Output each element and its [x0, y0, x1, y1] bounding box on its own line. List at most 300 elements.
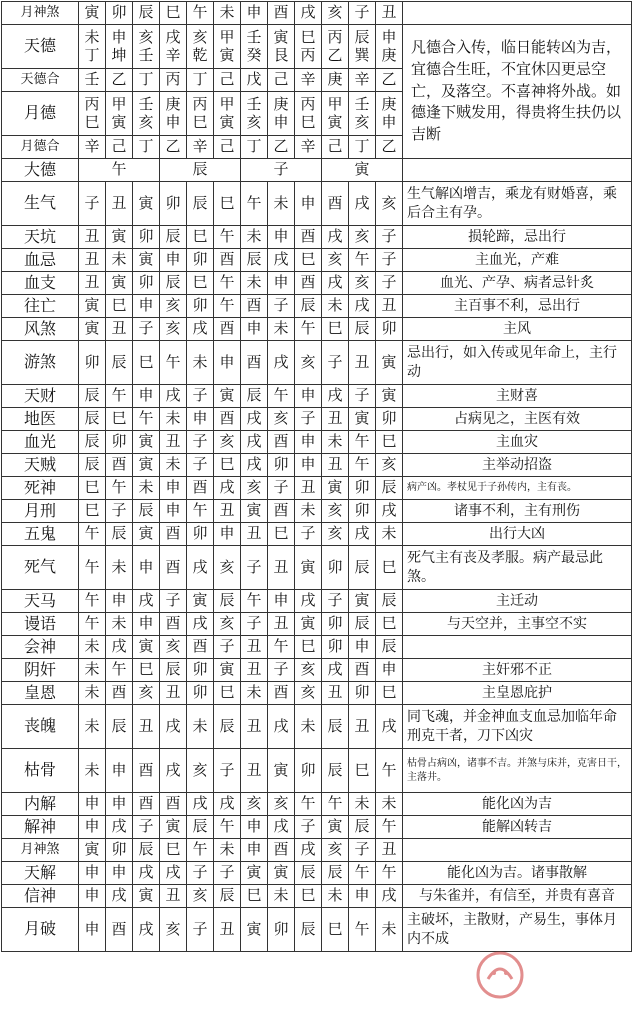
description-cell: 出行大凶 — [403, 523, 632, 546]
table-row — [2, 318, 632, 341]
branch-top: 庚 — [381, 95, 397, 114]
branch-cell: 辰 — [376, 636, 403, 659]
branch-cell: 巳 — [295, 636, 322, 659]
branch-cell: 子 — [214, 749, 241, 793]
branch-cell: 戌 — [295, 839, 322, 862]
branch-top: 壬 — [246, 95, 262, 114]
branch-cell: 卯 — [349, 477, 376, 500]
branch-cell: 丁 — [349, 136, 376, 159]
branch-cell: 酉 — [295, 226, 322, 249]
branch-cell: 戌 — [322, 272, 349, 295]
branch-cell: 辛 — [349, 69, 376, 92]
table-row — [2, 885, 632, 908]
branch-cell: 子 — [187, 862, 214, 885]
branch-cell: 辰 — [79, 454, 106, 477]
branch-cell: 巳 — [160, 839, 187, 862]
branch-top: 壬 — [246, 28, 262, 47]
branch-bottom: 寅 — [111, 112, 127, 131]
branch-cell: 申 — [268, 272, 295, 295]
branch-cell: 戌 — [268, 341, 295, 385]
branch-cell: 亥 — [214, 431, 241, 454]
branch-cell: 辰 — [241, 385, 268, 408]
branch-cell: 酉 — [133, 793, 160, 816]
row-name: 天德 — [2, 25, 79, 69]
branch-cell: 午 — [214, 272, 241, 295]
branch-cell: 丁 — [133, 69, 160, 92]
branch-bottom: 丙 — [300, 45, 316, 64]
branch-cell: 辰 — [349, 318, 376, 341]
shensha-table — [1, 1, 632, 952]
branch-cell: 亥 — [376, 454, 403, 477]
branch-cell: 酉 — [160, 546, 187, 590]
row-name: 死神 — [2, 477, 79, 500]
branch-cell: 卯 — [376, 318, 403, 341]
branch-cell: 子 — [295, 816, 322, 839]
branch-cell: 申 — [349, 636, 376, 659]
branch-cell: 申 — [241, 839, 268, 862]
branch-cell: 丑 — [241, 636, 268, 659]
branch-cell: 亥 — [187, 885, 214, 908]
branch-cell: 午 — [349, 249, 376, 272]
branch-cell — [295, 25, 322, 69]
branch-cell: 戌 — [214, 477, 241, 500]
branch-cell: 午 — [376, 749, 403, 793]
branch-cell: 辰 — [133, 839, 160, 862]
branch-cell: 午 — [79, 590, 106, 613]
branch-cell: 巳 — [349, 749, 376, 793]
branch-cell: 未 — [79, 749, 106, 793]
branch-cell: 亥 — [241, 793, 268, 816]
branch-bottom: 艮 — [273, 45, 289, 64]
branch-cell: 辰 — [322, 862, 349, 885]
branch-cell — [160, 25, 187, 69]
branch-cell: 未 — [187, 705, 214, 749]
description-cell: 同飞魂，并金神血支血忌加临年命刑克干者，刀下凶灾 — [403, 705, 632, 749]
branch-cell: 申 — [106, 749, 133, 793]
branch-cell: 申 — [160, 249, 187, 272]
branch-bottom: 辛 — [165, 45, 181, 64]
branch-cell — [160, 92, 187, 136]
branch-cell: 卯 — [187, 682, 214, 705]
row-name: 往亡 — [2, 295, 79, 318]
branch-cell: 申 — [295, 182, 322, 226]
row-name: 皇恩 — [2, 682, 79, 705]
branch-cell: 午 — [241, 182, 268, 226]
branch-cell: 亥 — [160, 295, 187, 318]
branch-cell: 申 — [133, 385, 160, 408]
branch-cell: 寅 — [133, 636, 160, 659]
branch-cell: 辰 — [214, 705, 241, 749]
branch-cell: 寅 — [241, 862, 268, 885]
branch-cell — [187, 25, 214, 69]
branch-cell: 子 — [160, 590, 187, 613]
branch-cell: 未 — [241, 226, 268, 249]
branch-cell: 己 — [214, 136, 241, 159]
branch-cell: 酉 — [268, 500, 295, 523]
branch-cell: 午 — [187, 500, 214, 523]
branch-cell: 申 — [376, 659, 403, 682]
description-cell: 与天空并，主事空不实 — [403, 613, 632, 636]
branch-cell: 未 — [268, 182, 295, 226]
row-name: 血忌 — [2, 249, 79, 272]
table-row — [2, 295, 632, 318]
branch-cell: 酉 — [106, 682, 133, 705]
branch-cell: 戌 — [268, 816, 295, 839]
branch-cell: 寅 — [79, 318, 106, 341]
branch-top: 丙 — [300, 95, 316, 114]
branch-cell: 辰 — [349, 816, 376, 839]
branch-cell: 丑 — [241, 705, 268, 749]
branch-cell: 丑 — [376, 295, 403, 318]
dade-cell: 辰 — [160, 159, 241, 182]
branch-bottom: 申 — [273, 112, 289, 131]
branch-cell: 丑 — [241, 523, 268, 546]
branch-cell: 未 — [376, 908, 403, 952]
branch-cell: 子 — [133, 816, 160, 839]
branch-cell: 戌 — [295, 2, 322, 25]
row-name: 枯骨 — [2, 749, 79, 793]
branch-cell: 卯 — [160, 182, 187, 226]
branch-cell: 寅 — [322, 477, 349, 500]
table-row — [2, 546, 632, 590]
branch-cell: 酉 — [106, 454, 133, 477]
branch-cell: 辛 — [79, 136, 106, 159]
branch-cell: 未 — [376, 523, 403, 546]
branch-cell: 丑 — [241, 749, 268, 793]
branch-top: 申 — [111, 28, 127, 47]
row-name: 天马 — [2, 590, 79, 613]
branch-cell: 辰 — [79, 431, 106, 454]
table-row — [2, 793, 632, 816]
branch-cell: 寅 — [133, 523, 160, 546]
branch-cell: 酉 — [187, 636, 214, 659]
branch-cell: 卯 — [79, 341, 106, 385]
de-he-note: 凡德合入传，临日能转凶为吉，宜德合生旺，不宜休囚更忌空亡，及落空。不喜神将外战。如德逢下贼发用，得贵将生扶仍以吉断 — [403, 25, 632, 159]
branch-cell: 午 — [187, 2, 214, 25]
branch-cell: 申 — [214, 341, 241, 385]
branch-cell: 亥 — [322, 500, 349, 523]
description-cell: 主迁动 — [403, 590, 632, 613]
table-row — [2, 477, 632, 500]
branch-cell — [376, 25, 403, 69]
branch-cell: 酉 — [268, 431, 295, 454]
row-name: 大德 — [2, 159, 79, 182]
table-row — [2, 500, 632, 523]
branch-cell: 戌 — [187, 793, 214, 816]
branch-cell: 乙 — [376, 136, 403, 159]
branch-cell: 戌 — [349, 182, 376, 226]
branch-cell: 午 — [187, 839, 214, 862]
branch-cell: 卯 — [268, 454, 295, 477]
branch-cell: 卯 — [322, 613, 349, 636]
branch-cell: 申 — [214, 523, 241, 546]
branch-cell: 寅 — [268, 862, 295, 885]
table-row — [2, 249, 632, 272]
branch-cell: 戌 — [106, 816, 133, 839]
branch-cell: 午 — [349, 431, 376, 454]
branch-cell: 丑 — [106, 182, 133, 226]
branch-cell: 巳 — [376, 546, 403, 590]
branch-cell — [322, 92, 349, 136]
branch-cell: 子 — [187, 908, 214, 952]
row-name: 月德 — [2, 92, 79, 136]
branch-cell: 申 — [241, 2, 268, 25]
description-cell — [403, 839, 632, 862]
table-row — [2, 908, 632, 952]
branch-cell: 戌 — [187, 546, 214, 590]
branch-cell: 戌 — [106, 636, 133, 659]
branch-cell — [268, 92, 295, 136]
branch-cell: 庚 — [322, 69, 349, 92]
branch-top: 寅 — [273, 28, 289, 47]
table-row — [2, 862, 632, 885]
branch-cell: 乙 — [268, 136, 295, 159]
row-name: 内解 — [2, 793, 79, 816]
description-cell — [403, 636, 632, 659]
branch-cell: 卯 — [187, 659, 214, 682]
branch-bottom: 申 — [165, 112, 181, 131]
branch-cell: 丑 — [160, 885, 187, 908]
branch-top: 甲 — [219, 95, 235, 114]
branch-cell: 午 — [106, 477, 133, 500]
branch-cell: 未 — [268, 318, 295, 341]
branch-cell: 子 — [268, 477, 295, 500]
branch-cell: 申 — [295, 454, 322, 477]
branch-top: 甲 — [111, 95, 127, 114]
branch-cell: 午 — [349, 908, 376, 952]
branch-cell: 辛 — [295, 69, 322, 92]
branch-cell: 寅 — [79, 2, 106, 25]
branch-cell: 辰 — [133, 500, 160, 523]
branch-cell: 戌 — [160, 862, 187, 885]
branch-cell: 寅 — [241, 908, 268, 952]
dade-cell: 寅 — [322, 159, 403, 182]
branch-cell: 巳 — [133, 341, 160, 385]
branch-cell: 午 — [214, 295, 241, 318]
row-name: 游煞 — [2, 341, 79, 385]
dade-cell: 午 — [79, 159, 160, 182]
branch-cell — [295, 92, 322, 136]
table-row — [2, 385, 632, 408]
branch-cell: 卯 — [376, 408, 403, 431]
branch-cell: 戌 — [376, 705, 403, 749]
description-cell: 占病见之，主医有效 — [403, 408, 632, 431]
branch-cell: 酉 — [187, 477, 214, 500]
branch-cell: 巳 — [160, 2, 187, 25]
branch-cell: 卯 — [106, 839, 133, 862]
branch-cell: 酉 — [268, 2, 295, 25]
branch-cell: 寅 — [376, 385, 403, 408]
branch-bottom: 亥 — [138, 112, 154, 131]
branch-cell: 巳 — [322, 318, 349, 341]
branch-cell: 戌 — [133, 862, 160, 885]
branch-cell: 戌 — [133, 908, 160, 952]
branch-cell: 午 — [322, 793, 349, 816]
branch-bottom: 巳 — [300, 112, 316, 131]
description-cell: 主百事不利，忌出行 — [403, 295, 632, 318]
branch-cell: 未 — [241, 272, 268, 295]
branch-cell: 寅 — [349, 408, 376, 431]
branch-cell: 壬 — [79, 69, 106, 92]
branch-cell: 未 — [376, 793, 403, 816]
branch-cell: 申 — [79, 862, 106, 885]
branch-cell: 子 — [295, 408, 322, 431]
branch-cell: 亥 — [322, 2, 349, 25]
branch-cell: 寅 — [79, 839, 106, 862]
branch-cell: 辰 — [214, 590, 241, 613]
branch-cell: 卯 — [268, 908, 295, 952]
branch-cell: 寅 — [133, 454, 160, 477]
branch-cell: 辛 — [187, 136, 214, 159]
branch-cell: 午 — [376, 862, 403, 885]
branch-cell: 寅 — [376, 341, 403, 385]
branch-cell: 寅 — [295, 546, 322, 590]
branch-cell — [79, 25, 106, 69]
branch-cell: 子 — [295, 523, 322, 546]
branch-cell: 戌 — [376, 885, 403, 908]
branch-cell: 子 — [349, 385, 376, 408]
branch-cell: 卯 — [187, 249, 214, 272]
branch-cell: 戌 — [160, 385, 187, 408]
branch-cell: 未 — [160, 408, 187, 431]
branch-top: 戌 — [165, 28, 181, 47]
row-name: 天解 — [2, 862, 79, 885]
branch-cell: 申 — [295, 385, 322, 408]
branch-cell: 申 — [268, 590, 295, 613]
branch-cell: 戌 — [322, 226, 349, 249]
branch-cell: 子 — [322, 590, 349, 613]
branch-cell: 亥 — [187, 749, 214, 793]
branch-cell: 卯 — [106, 2, 133, 25]
branch-cell: 戌 — [106, 885, 133, 908]
branch-cell: 辰 — [133, 2, 160, 25]
branch-bottom: 寅 — [327, 112, 343, 131]
branch-cell: 巳 — [295, 885, 322, 908]
branch-cell: 丑 — [322, 408, 349, 431]
branch-cell: 辛 — [295, 136, 322, 159]
branch-cell: 戌 — [349, 523, 376, 546]
description-cell: 主财喜 — [403, 385, 632, 408]
branch-cell: 巳 — [133, 659, 160, 682]
branch-cell: 巳 — [376, 613, 403, 636]
branch-cell — [133, 92, 160, 136]
description-cell: 枯骨占病凶，诸事不吉。并煞与床并，克害日干，主落井。 — [403, 749, 632, 793]
row-name: 月德合 — [2, 136, 79, 159]
branch-cell: 辰 — [295, 908, 322, 952]
branch-cell: 午 — [268, 385, 295, 408]
branch-cell — [241, 92, 268, 136]
branch-cell — [349, 92, 376, 136]
branch-cell: 亥 — [160, 908, 187, 952]
branch-cell: 亥 — [160, 318, 187, 341]
branch-bottom: 坤 — [111, 45, 127, 64]
branch-top: 未 — [84, 28, 100, 47]
branch-cell: 酉 — [160, 793, 187, 816]
description-cell: 主奸邪不正 — [403, 659, 632, 682]
branch-cell: 亥 — [160, 636, 187, 659]
branch-cell — [133, 25, 160, 69]
branch-cell: 申 — [160, 500, 187, 523]
table-body — [2, 2, 632, 952]
branch-cell — [241, 25, 268, 69]
branch-cell: 丁 — [187, 69, 214, 92]
branch-bottom: 庚 — [381, 45, 397, 64]
table-row — [2, 682, 632, 705]
description-cell: 主破坏，主散财，产易生，事体月内不成 — [403, 908, 632, 952]
branch-top: 亥 — [138, 28, 154, 47]
branch-cell: 丑 — [376, 2, 403, 25]
description-cell: 主血灾 — [403, 431, 632, 454]
branch-cell: 申 — [106, 590, 133, 613]
dade-cell: 子 — [241, 159, 322, 182]
row-name: 天坑 — [2, 226, 79, 249]
branch-cell: 亥 — [268, 793, 295, 816]
branch-bottom: 丁 — [84, 45, 100, 64]
description-cell: 能解凶转吉 — [403, 816, 632, 839]
branch-cell: 未 — [241, 682, 268, 705]
branch-cell: 午 — [349, 862, 376, 885]
branch-cell: 巳 — [214, 182, 241, 226]
branch-cell: 戌 — [268, 249, 295, 272]
branch-cell: 巳 — [106, 408, 133, 431]
description-cell: 病产凶。孝杖见于子孙传内，主有丧。 — [403, 477, 632, 500]
branch-cell: 未 — [106, 249, 133, 272]
description-cell: 生气解凶增吉，乘龙有财婚喜，乘后合主有孕。 — [403, 182, 632, 226]
branch-bottom: 亥 — [354, 112, 370, 131]
branch-cell — [322, 25, 349, 69]
branch-cell: 巳 — [187, 226, 214, 249]
branch-cell: 申 — [79, 908, 106, 952]
branch-cell — [376, 92, 403, 136]
branch-cell: 丙 — [160, 69, 187, 92]
row-name: 月神煞 — [2, 2, 79, 25]
branch-cell: 亥 — [349, 272, 376, 295]
branch-cell: 未 — [79, 659, 106, 682]
branch-cell: 己 — [322, 136, 349, 159]
table-row — [2, 590, 632, 613]
branch-top: 庚 — [165, 95, 181, 114]
branch-cell: 午 — [79, 523, 106, 546]
branch-bottom: 亥 — [246, 112, 262, 131]
branch-cell: 丑 — [214, 908, 241, 952]
branch-cell: 未 — [349, 793, 376, 816]
branch-cell: 酉 — [214, 249, 241, 272]
branch-top: 甲 — [219, 28, 235, 47]
branch-cell: 子 — [376, 226, 403, 249]
branch-cell: 未 — [79, 682, 106, 705]
branch-cell: 子 — [241, 613, 268, 636]
branch-cell: 酉 — [241, 295, 268, 318]
branch-cell: 申 — [79, 885, 106, 908]
branch-cell: 子 — [187, 385, 214, 408]
branch-cell: 申 — [349, 885, 376, 908]
branch-cell: 丑 — [133, 705, 160, 749]
branch-bottom: 寅 — [219, 45, 235, 64]
row-name: 天德合 — [2, 69, 79, 92]
row-name: 死气 — [2, 546, 79, 590]
branch-cell: 申 — [133, 295, 160, 318]
row-name: 天贼 — [2, 454, 79, 477]
branch-cell: 未 — [214, 2, 241, 25]
branch-cell: 亥 — [349, 226, 376, 249]
branch-cell: 亥 — [214, 546, 241, 590]
branch-cell: 寅 — [187, 590, 214, 613]
branch-cell: 丁 — [133, 136, 160, 159]
branch-top: 壬 — [138, 95, 154, 114]
branch-cell — [349, 25, 376, 69]
branch-cell: 巳 — [376, 431, 403, 454]
branch-cell: 亥 — [241, 477, 268, 500]
